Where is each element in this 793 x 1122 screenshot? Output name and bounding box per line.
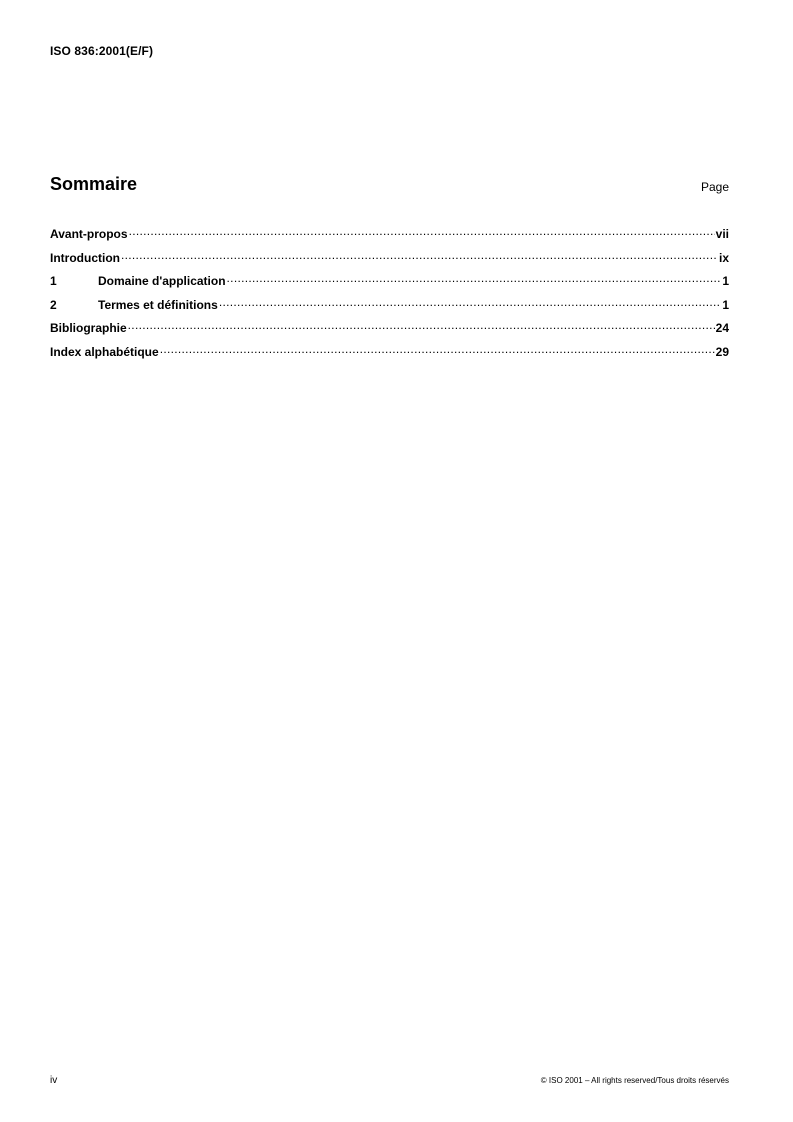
- toc-list: [50, 224, 729, 365]
- toc-entry-termes-definitions[interactable]: [50, 295, 729, 319]
- toc-entry-label: Bibliographie: [50, 321, 127, 335]
- toc-dot-leader: [121, 248, 718, 262]
- toc-dot-leader: [219, 295, 722, 309]
- toc-dot-leader: [227, 271, 722, 285]
- toc-entry-page: 29: [715, 344, 729, 359]
- toc-entry-domaine-application[interactable]: [50, 271, 729, 295]
- toc-entry-bibliographie[interactable]: [50, 318, 729, 342]
- toc-entry-introduction[interactable]: [50, 248, 729, 272]
- toc-dot-leader: [128, 318, 715, 332]
- toc-entry-number: 2: [50, 297, 57, 312]
- toc-dot-leader: [129, 224, 715, 238]
- toc-dot-leader: [160, 342, 715, 356]
- toc-entry-page: 1: [722, 274, 729, 288]
- toc-entry-label: Index alphabétique: [50, 344, 159, 359]
- footer-page-number: iv: [50, 1075, 58, 1086]
- toc-header: [50, 174, 729, 200]
- toc-title: Sommaire: [50, 174, 138, 194]
- toc-entry-avant-propos[interactable]: [50, 224, 729, 248]
- toc-entry-label: Avant-propos: [50, 227, 128, 241]
- toc-entry-page: ix: [718, 250, 729, 265]
- toc-entry-label: Introduction: [50, 250, 120, 265]
- document-id: ISO 836:2001(E/F): [50, 44, 154, 58]
- toc-entry-label: Termes et définitions: [98, 297, 218, 312]
- toc-entry-index-alphabetique[interactable]: [50, 342, 729, 366]
- toc-entry-number: 1: [50, 274, 57, 288]
- footer-copyright: © ISO 2001 – All rights reserved/Tous droits réservés: [540, 1076, 729, 1085]
- toc-entry-page: 24: [715, 321, 729, 335]
- toc-page-column-label: Page: [700, 180, 729, 194]
- toc-entry-page: vii: [715, 227, 729, 241]
- toc-entry-label: Domaine d'application: [98, 274, 226, 288]
- toc-entry-page: 1: [722, 297, 729, 312]
